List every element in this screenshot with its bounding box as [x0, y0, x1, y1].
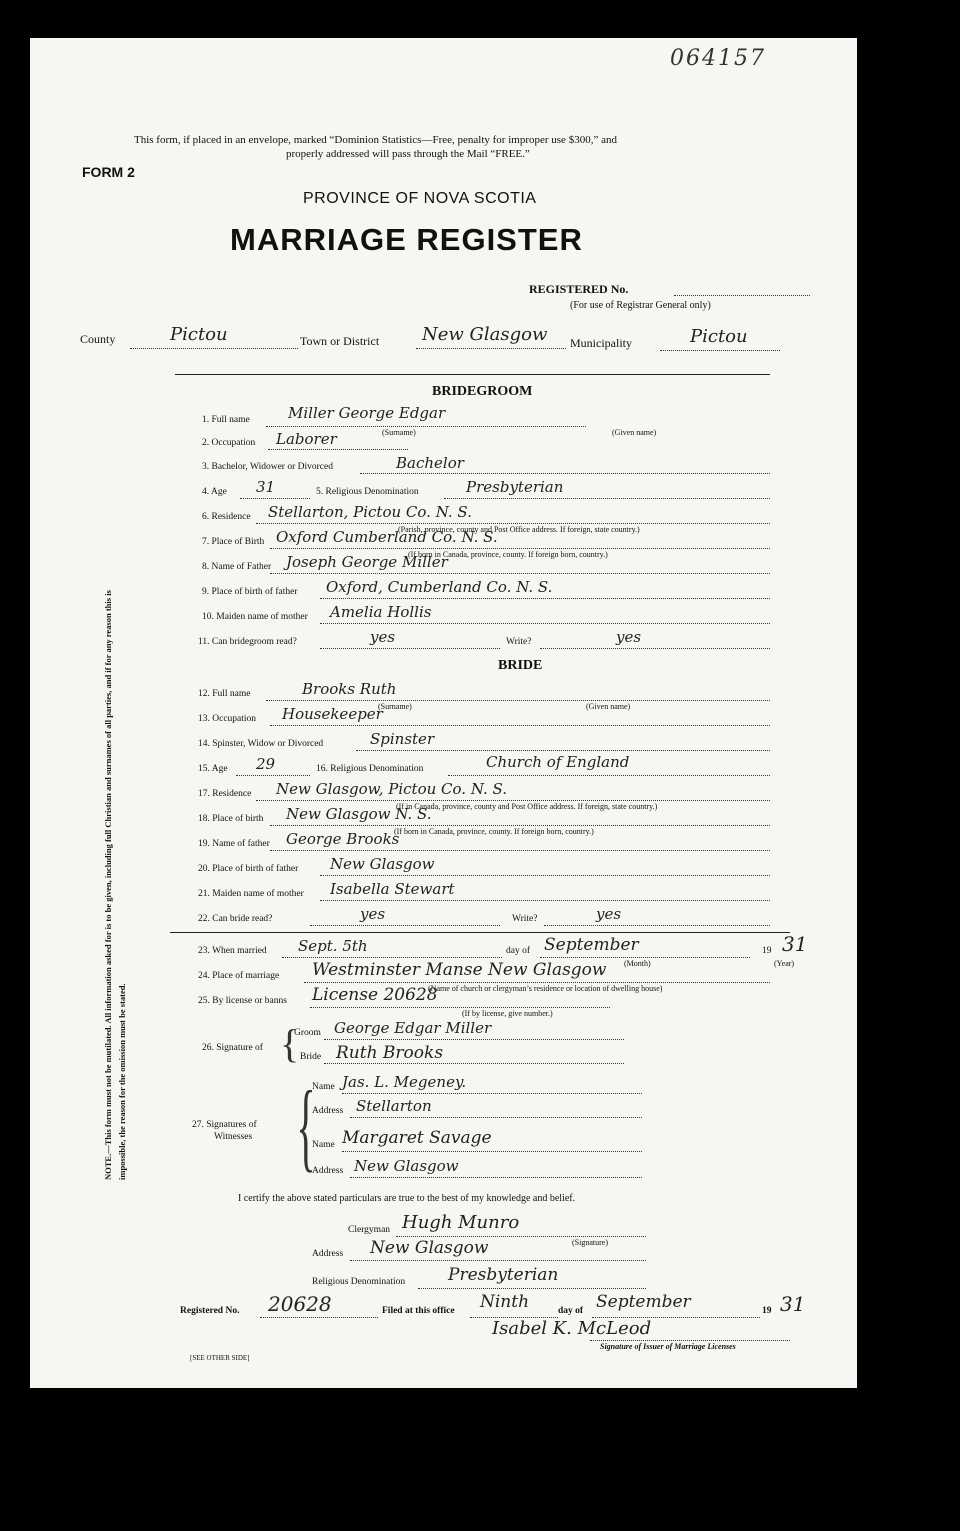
bride-age-label: 15. Age	[198, 764, 228, 774]
document-number: 064157	[670, 46, 766, 71]
province-heading: PROVINCE OF NOVA SCOTIA	[303, 190, 537, 207]
witness1-name: Jas. L. Megeney.	[342, 1073, 467, 1091]
groom-birthplace-label: 7. Place of Birth	[202, 537, 265, 547]
groom-occupation-label: 2. Occupation	[202, 438, 256, 448]
issuer-label: Signature of Issuer of Marriage Licenses	[600, 1342, 736, 1351]
bride-occupation: Housekeeper	[282, 705, 383, 723]
bride-full-name-label: 12. Full name	[198, 689, 251, 699]
bride-write: yes	[596, 905, 622, 923]
filed-year: 31	[780, 1292, 806, 1316]
bride-read-label: 22. Can bride read?	[198, 914, 273, 924]
groom-father-birth: Oxford, Cumberland Co. N. S.	[326, 578, 553, 596]
bride-signature: Ruth Brooks	[336, 1043, 444, 1063]
witness2-address-label: Address	[312, 1166, 344, 1176]
bride-mother-label: 21. Maiden name of mother	[198, 889, 304, 899]
license-value: License 20628	[312, 985, 438, 1005]
witness2-name: Margaret Savage	[342, 1128, 492, 1148]
signature-brace-icon: {	[280, 1021, 300, 1066]
license-note: (If by license, give number.)	[462, 1009, 553, 1018]
signature-of-label: 26. Signature of	[202, 1043, 263, 1053]
clergyman-label: Clergyman	[348, 1225, 391, 1235]
witnesses-label-2: Witnesses	[214, 1132, 253, 1142]
mail-notice-line1: This form, if placed in an envelope, marked “Dominion Statistics—Free, penalty for improper use $300,” and	[134, 134, 617, 146]
bride-father: George Brooks	[286, 830, 400, 848]
groom-given-note: (Given name)	[612, 428, 657, 437]
groom-sig-label: Groom	[294, 1028, 321, 1038]
county-value: Pictou	[170, 324, 228, 345]
marriage-register-form	[30, 38, 857, 1388]
groom-birth-note: (If born in Canada, province, county. If foreign born, country.)	[408, 550, 608, 559]
place-of-marriage: Westminster Manse New Glasgow	[312, 960, 607, 980]
bride-mother: Isabella Stewart	[330, 880, 455, 898]
groom-residence: Stellarton, Pictou Co. N. S.	[268, 503, 472, 521]
groom-age: 31	[256, 478, 276, 496]
groom-age-label: 4. Age	[202, 487, 227, 497]
year-note: (Year)	[774, 959, 795, 968]
footer-year-prefix: 19	[762, 1306, 772, 1316]
bride-religion: Church of England	[486, 753, 630, 771]
witnesses-label-1: 27. Signatures of	[192, 1120, 257, 1130]
marriage-month: September	[544, 935, 639, 955]
see-other-side: [SEE OTHER SIDE]	[190, 1354, 250, 1362]
marriage-year: 31	[782, 932, 808, 956]
groom-residence-label: 6. Residence	[202, 512, 251, 522]
municipality-value: Pictou	[690, 326, 748, 347]
groom-father-birth-label: 9. Place of birth of father	[202, 587, 298, 597]
groom-status: Bachelor	[396, 454, 464, 472]
registered-no-label: REGISTERED No.	[529, 282, 629, 296]
bride-write-label: Write?	[512, 914, 538, 924]
side-note: NOTE.—This form must not be mutilated. All information asked for is to be given, including full Christian and surnames of all parties, and if for any reason this is impossible, the reason for the omission must be stated.	[103, 590, 127, 1180]
mail-notice-line2: properly addressed will pass through the Mail “FREE.”	[286, 148, 530, 160]
groom-write: yes	[616, 628, 642, 646]
filed-month: September	[596, 1292, 691, 1312]
groom-status-label: 3. Bachelor, Widower or Divorced	[202, 462, 333, 472]
witness1-address-label: Address	[312, 1106, 344, 1116]
witness2-name-label: Name	[312, 1140, 335, 1150]
groom-read: yes	[370, 628, 396, 646]
town-value: New Glasgow	[422, 324, 548, 345]
day-of-label: day of	[506, 946, 531, 956]
bride-read: yes	[360, 905, 386, 923]
bride-occupation-label: 13. Occupation	[198, 714, 257, 724]
groom-read-label: 11. Can bridegroom read?	[198, 637, 297, 647]
groom-surname-note: (Surname)	[382, 428, 416, 437]
issuer-signature: Isabel K. McLeod	[492, 1318, 652, 1339]
bride-father-label: 19. Name of father	[198, 839, 270, 849]
county-label: County	[80, 332, 116, 346]
place-note: (Name of church or clergyman’s residence or location of dwelling house)	[428, 984, 663, 993]
bride-birth-note: (If born in Canada, province, county. If foreign born, country.)	[394, 827, 594, 836]
witness1-address: Stellarton	[356, 1097, 432, 1115]
bride-residence-label: 17. Residence	[198, 789, 252, 799]
marriage-day: Sept. 5th	[298, 937, 368, 955]
bride-heading: BRIDE	[498, 658, 543, 673]
bride-status-label: 14. Spinster, Widow or Divorced	[198, 739, 324, 749]
witness2-address: New Glasgow	[354, 1157, 459, 1175]
witness-brace-icon: {	[296, 1070, 316, 1181]
footer-day-of-label: day of	[558, 1306, 584, 1316]
groom-residence-note: (Parish, province, county and Post Office address. If foreign, state country.)	[398, 525, 640, 534]
groom-father: Joseph George Miller	[286, 553, 448, 571]
groom-write-label: Write?	[506, 637, 532, 647]
when-married-label: 23. When married	[198, 946, 267, 956]
groom-occupation: Laborer	[276, 430, 337, 448]
registrar-note: (For use of Registrar General only)	[570, 300, 711, 311]
groom-mother-label: 10. Maiden name of mother	[202, 612, 308, 622]
clergy-religion: Presbyterian	[448, 1265, 559, 1285]
place-of-marriage-label: 24. Place of marriage	[198, 971, 280, 981]
form-label: FORM 2	[82, 164, 135, 180]
certification-statement: I certify the above stated particulars are true to the best of my knowledge and belief.	[238, 1193, 576, 1204]
bride-father-birth: New Glasgow	[330, 855, 435, 873]
footer-registered-no: 20628	[268, 1292, 332, 1316]
filed-label: Filed at this office	[382, 1306, 455, 1316]
bride-age: 29	[256, 755, 276, 773]
clergy-address-label: Address	[312, 1249, 344, 1259]
bridegroom-heading: BRIDEGROOM	[432, 384, 533, 399]
signature-note: (Signature)	[572, 1238, 608, 1247]
groom-full-name: Miller George Edgar	[288, 404, 446, 422]
page-title: MARRIAGE REGISTER	[230, 222, 583, 257]
bride-given-note: (Given name)	[586, 702, 631, 711]
groom-religion-label: 5. Religious Denomination	[316, 487, 419, 497]
bride-surname-note: (Surname)	[378, 702, 412, 711]
groom-mother: Amelia Hollis	[330, 603, 432, 621]
bride-residence-note: (If in Canada, province, county and Post Office address. If foreign, state country.)	[396, 802, 658, 811]
footer-registered-label: Registered No.	[180, 1306, 240, 1316]
groom-father-label: 8. Name of Father	[202, 562, 272, 572]
witness1-name-label: Name	[312, 1082, 335, 1092]
marriage-year-prefix: 19	[762, 946, 772, 956]
month-note: (Month)	[624, 959, 651, 968]
filed-day: Ninth	[480, 1292, 530, 1312]
clergy-religion-label: Religious Denomination	[312, 1277, 406, 1287]
bride-status: Spinster	[370, 730, 435, 748]
bride-birthplace: New Glasgow N. S.	[286, 805, 432, 823]
groom-birthplace: Oxford Cumberland Co. N. S.	[276, 528, 498, 546]
bride-religion-label: 16. Religious Denomination	[316, 764, 424, 774]
groom-full-name-label: 1. Full name	[202, 415, 250, 425]
groom-signature: George Edgar Miller	[334, 1019, 492, 1037]
bride-residence: New Glasgow, Pictou Co. N. S.	[276, 780, 508, 798]
clergy-address: New Glasgow	[370, 1238, 489, 1258]
bride-sig-label: Bride	[300, 1052, 322, 1062]
town-label: Town or District	[300, 334, 380, 348]
bride-birthplace-label: 18. Place of birth	[198, 814, 264, 824]
municipality-label: Municipality	[570, 336, 632, 350]
bride-full-name: Brooks Ruth	[302, 680, 397, 698]
bride-father-birth-label: 20. Place of birth of father	[198, 864, 299, 874]
clergyman-signature: Hugh Munro	[402, 1212, 520, 1233]
license-label: 25. By license or banns	[198, 996, 287, 1006]
groom-religion: Presbyterian	[466, 478, 564, 496]
